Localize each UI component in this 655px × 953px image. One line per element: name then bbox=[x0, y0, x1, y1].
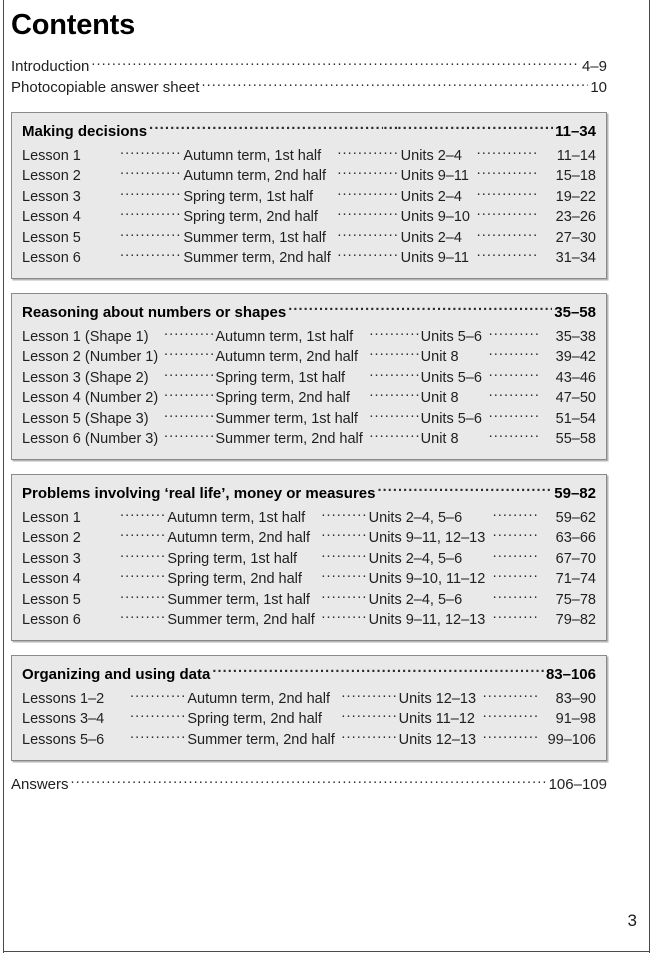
dot-leader bbox=[120, 610, 165, 625]
dot-leader bbox=[321, 507, 366, 522]
dot-leader bbox=[483, 688, 538, 703]
lesson-units: Units 2–4 bbox=[400, 229, 462, 246]
toc-entry-label: Answers bbox=[11, 775, 69, 793]
dot-leader bbox=[341, 688, 396, 703]
lesson-units: Units 12–13 bbox=[398, 690, 477, 707]
dot-leader bbox=[288, 302, 552, 317]
dot-leader bbox=[164, 367, 213, 382]
dot-leader bbox=[120, 207, 181, 222]
lesson-row[interactable] bbox=[22, 248, 596, 269]
lesson-row[interactable] bbox=[22, 207, 596, 228]
lesson-row[interactable] bbox=[22, 166, 596, 187]
top-level-entries bbox=[11, 56, 607, 98]
dot-leader bbox=[369, 347, 418, 362]
lesson-term: Spring term, 2nd half bbox=[215, 390, 350, 406]
dot-leader bbox=[477, 227, 538, 242]
lesson-term: Summer term, 2nd half bbox=[215, 431, 363, 447]
lesson-term: Autumn term, 2nd half bbox=[215, 349, 358, 365]
dot-leader bbox=[493, 528, 538, 543]
lesson-pages: 75–78 bbox=[555, 591, 596, 608]
dot-leader bbox=[477, 166, 538, 181]
lesson-row[interactable] bbox=[22, 367, 596, 388]
section-list bbox=[11, 112, 607, 761]
lesson-term: Spring term, 2nd half bbox=[167, 571, 302, 587]
dot-leader bbox=[369, 367, 418, 382]
lesson-label: Lesson 1 (Shape 1) bbox=[22, 328, 149, 345]
lesson-pages: 51–54 bbox=[555, 410, 596, 427]
dot-leader bbox=[489, 326, 538, 341]
lesson-units: Units 9–10 bbox=[400, 209, 470, 225]
dot-leader bbox=[120, 227, 181, 242]
lesson-pages: 19–22 bbox=[555, 188, 596, 205]
lesson-units: Units 5–6 bbox=[420, 410, 482, 427]
lesson-term: Summer term, 2nd half bbox=[183, 250, 331, 266]
lesson-row[interactable] bbox=[22, 610, 596, 631]
dot-leader bbox=[321, 589, 366, 604]
dot-leader bbox=[321, 528, 366, 543]
lesson-pages: 63–66 bbox=[555, 530, 596, 546]
toc-entry-photocopiable-answer-sheet[interactable] bbox=[11, 77, 607, 98]
section-heading-label: Making decisions bbox=[22, 123, 148, 140]
dot-leader bbox=[477, 207, 538, 222]
section-heading-row[interactable] bbox=[22, 483, 596, 505]
lesson-row[interactable] bbox=[22, 548, 596, 569]
lesson-pages: 39–42 bbox=[555, 349, 596, 365]
dot-leader bbox=[120, 548, 165, 563]
lesson-pages: 67–70 bbox=[555, 550, 596, 567]
dot-leader bbox=[477, 186, 538, 201]
dot-leader bbox=[120, 507, 165, 522]
lesson-label: Lesson 4 bbox=[22, 571, 81, 587]
lesson-units: Unit 8 bbox=[420, 390, 459, 406]
lesson-term: Autumn term, 2nd half bbox=[167, 530, 310, 546]
lesson-term: Summer term, 1st half bbox=[167, 591, 310, 608]
section-box-making-decisions bbox=[11, 112, 607, 279]
dot-leader bbox=[493, 610, 538, 625]
lesson-pages: 59–62 bbox=[555, 509, 596, 526]
lesson-term: Spring term, 1st half bbox=[167, 550, 298, 567]
lesson-pages: 31–34 bbox=[555, 250, 596, 266]
lesson-term: Spring term, 2nd half bbox=[187, 711, 322, 727]
lesson-label: Lesson 6 bbox=[22, 250, 81, 266]
dot-leader bbox=[120, 569, 165, 584]
lesson-row[interactable] bbox=[22, 408, 596, 429]
section-heading-label: Organizing and using data bbox=[22, 666, 211, 683]
dot-leader bbox=[341, 729, 396, 744]
dot-leader bbox=[493, 548, 538, 563]
lesson-units: Units 12–13 bbox=[398, 731, 477, 748]
lesson-row[interactable] bbox=[22, 145, 596, 166]
lesson-row[interactable] bbox=[22, 186, 596, 207]
lesson-row[interactable] bbox=[22, 709, 596, 730]
page-number: 3 bbox=[627, 911, 637, 930]
lesson-label: Lesson 3 bbox=[22, 188, 81, 205]
dot-leader bbox=[337, 248, 398, 263]
dot-leader bbox=[493, 569, 538, 584]
dot-leader bbox=[369, 326, 418, 341]
section-heading-row[interactable] bbox=[22, 302, 596, 324]
lesson-units: Units 5–6 bbox=[420, 369, 482, 386]
toc-entry-pages: 106–109 bbox=[548, 775, 607, 793]
dot-leader bbox=[130, 709, 185, 724]
lesson-term: Spring term, 2nd half bbox=[183, 209, 318, 225]
dot-leader bbox=[489, 408, 538, 423]
dot-leader bbox=[91, 56, 580, 71]
lesson-label: Lesson 2 bbox=[22, 168, 81, 184]
section-heading-row[interactable] bbox=[22, 121, 596, 143]
dot-leader bbox=[369, 429, 418, 444]
lesson-row[interactable] bbox=[22, 326, 596, 347]
lesson-units: Unit 8 bbox=[420, 349, 459, 365]
dot-leader bbox=[489, 367, 538, 382]
lesson-row[interactable] bbox=[22, 507, 596, 528]
section-heading-pages: 59–82 bbox=[554, 485, 596, 502]
lesson-label: Lessons 1–2 bbox=[22, 690, 105, 707]
dot-leader bbox=[120, 528, 165, 543]
lesson-label: Lesson 1 bbox=[22, 509, 81, 526]
lesson-row[interactable] bbox=[22, 528, 596, 549]
lesson-row[interactable] bbox=[22, 388, 596, 409]
lesson-row[interactable] bbox=[22, 347, 596, 368]
lesson-term: Summer term, 1st half bbox=[215, 410, 358, 427]
lesson-label: Lesson 5 bbox=[22, 229, 81, 246]
dot-leader bbox=[489, 347, 538, 362]
dot-leader bbox=[321, 569, 366, 584]
dot-leader bbox=[164, 408, 213, 423]
section-heading-pages: 11–34 bbox=[555, 123, 596, 140]
lesson-pages: 15–18 bbox=[555, 168, 596, 184]
dot-leader bbox=[483, 709, 538, 724]
section-box-organizing-using-data bbox=[11, 655, 607, 761]
dot-leader bbox=[120, 145, 181, 160]
lesson-units: Units 2–4, 5–6 bbox=[368, 591, 463, 608]
dot-leader bbox=[120, 589, 165, 604]
page-title: Contents bbox=[11, 9, 136, 41]
lesson-row[interactable] bbox=[22, 429, 596, 450]
section-box-problems-real-life bbox=[11, 474, 607, 641]
dot-leader bbox=[493, 589, 538, 604]
lesson-pages: 55–58 bbox=[555, 431, 596, 447]
dot-leader bbox=[489, 429, 538, 444]
lesson-pages: 83–90 bbox=[555, 690, 596, 707]
lesson-label: Lesson 3 bbox=[22, 550, 81, 567]
lesson-pages: 47–50 bbox=[555, 390, 596, 406]
dot-leader bbox=[493, 507, 538, 522]
lesson-row[interactable] bbox=[22, 569, 596, 590]
dot-leader bbox=[477, 248, 538, 263]
lesson-pages: 35–38 bbox=[555, 328, 596, 345]
lesson-units: Units 2–4 bbox=[400, 188, 462, 205]
toc-entry-pages: 10 bbox=[590, 79, 607, 96]
lesson-units: Units 2–4 bbox=[400, 147, 462, 164]
dot-leader bbox=[71, 774, 547, 789]
lesson-label: Lesson 6 (Number 3) bbox=[22, 431, 159, 447]
toc-entry-label: Photocopiable answer sheet bbox=[11, 79, 200, 96]
lesson-pages: 79–82 bbox=[555, 612, 596, 628]
section-heading-pages: 83–106 bbox=[545, 666, 596, 683]
page-left-rule bbox=[3, 0, 4, 953]
dot-leader bbox=[369, 408, 418, 423]
lesson-units: Units 9–11 bbox=[400, 168, 469, 184]
lesson-term: Autumn term, 2nd half bbox=[183, 168, 326, 184]
page-right-rule bbox=[649, 0, 650, 953]
toc-entry-introduction[interactable] bbox=[11, 56, 607, 77]
lesson-row[interactable] bbox=[22, 227, 596, 248]
lesson-label: Lesson 1 bbox=[22, 147, 81, 164]
lesson-term: Autumn term, 1st half bbox=[183, 147, 322, 164]
lesson-term: Autumn term, 1st half bbox=[167, 509, 306, 526]
dot-leader bbox=[321, 610, 366, 625]
dot-leader bbox=[337, 186, 398, 201]
lesson-label: Lessons 3–4 bbox=[22, 711, 105, 727]
lesson-units: Units 11–12 bbox=[398, 711, 475, 727]
leader-segment bbox=[397, 121, 553, 136]
leader-gap bbox=[383, 121, 397, 136]
dot-leader bbox=[120, 166, 181, 181]
lesson-units: Units 9–10, 11–12 bbox=[368, 571, 486, 587]
lesson-label: Lesson 2 bbox=[22, 530, 81, 546]
dot-leader bbox=[201, 77, 588, 92]
lesson-units: Units 2–4, 5–6 bbox=[368, 509, 463, 526]
lesson-term: Spring term, 1st half bbox=[215, 369, 346, 386]
dot-leader bbox=[483, 729, 538, 744]
leader-segment bbox=[149, 121, 383, 136]
lesson-pages: 71–74 bbox=[555, 571, 596, 587]
dot-leader bbox=[321, 548, 366, 563]
dot-leader bbox=[337, 227, 398, 242]
dot-leader bbox=[337, 207, 398, 222]
toc-entry-pages: 4–9 bbox=[581, 58, 607, 75]
lesson-label: Lesson 4 bbox=[22, 209, 81, 225]
lesson-term: Summer term, 2nd half bbox=[167, 612, 315, 628]
lesson-pages: 11–14 bbox=[556, 147, 596, 164]
lesson-units: Units 9–11, 12–13 bbox=[368, 530, 486, 546]
lesson-pages: 23–26 bbox=[555, 209, 596, 225]
dot-leader bbox=[369, 388, 418, 403]
dot-leader bbox=[120, 248, 181, 263]
dot-leader bbox=[377, 483, 552, 498]
lesson-label: Lesson 5 (Shape 3) bbox=[22, 410, 149, 427]
dot-leader bbox=[337, 166, 398, 181]
lesson-label: Lesson 3 (Shape 2) bbox=[22, 369, 149, 386]
lesson-label: Lesson 6 bbox=[22, 612, 81, 628]
contents-body bbox=[11, 0, 607, 795]
lesson-term: Spring term, 1st half bbox=[183, 188, 314, 205]
dot-leader bbox=[120, 186, 181, 201]
dot-leader bbox=[164, 429, 213, 444]
lesson-units: Units 5–6 bbox=[420, 328, 482, 345]
lesson-units: Units 9–11, 12–13 bbox=[368, 612, 486, 628]
lesson-pages: 99–106 bbox=[547, 731, 596, 748]
lesson-units: Unit 8 bbox=[420, 431, 459, 447]
lesson-label: Lesson 2 (Number 1) bbox=[22, 349, 159, 365]
lesson-pages: 43–46 bbox=[555, 369, 596, 386]
lesson-row[interactable] bbox=[22, 589, 596, 610]
lesson-pages: 91–98 bbox=[555, 711, 596, 727]
dot-leader bbox=[130, 688, 185, 703]
dot-leader bbox=[212, 664, 544, 679]
lesson-units: Units 9–11 bbox=[400, 250, 469, 266]
dot-leader bbox=[164, 347, 213, 362]
lesson-row[interactable] bbox=[22, 729, 596, 750]
lesson-term: Autumn term, 1st half bbox=[215, 328, 354, 345]
lesson-label: Lesson 5 bbox=[22, 591, 81, 608]
lesson-term: Summer term, 1st half bbox=[183, 229, 326, 246]
section-heading-pages: 35–58 bbox=[554, 304, 596, 321]
dot-leader bbox=[341, 709, 396, 724]
section-heading-label: Problems involving ‘real life’, money or measures bbox=[22, 485, 376, 502]
lesson-term: Autumn term, 2nd half bbox=[187, 690, 330, 707]
lesson-label: Lessons 5–6 bbox=[22, 731, 105, 748]
lesson-units: Units 2–4, 5–6 bbox=[368, 550, 463, 567]
page-bottom-rule bbox=[3, 951, 650, 952]
dot-leader bbox=[489, 388, 538, 403]
dot-leader bbox=[337, 145, 398, 160]
toc-entry-label: Introduction bbox=[11, 58, 90, 75]
dot-leader bbox=[149, 121, 553, 136]
dot-leader bbox=[130, 729, 185, 744]
section-heading-row[interactable] bbox=[22, 664, 596, 686]
dot-leader bbox=[164, 326, 213, 341]
lesson-row[interactable] bbox=[22, 688, 596, 709]
dot-leader bbox=[477, 145, 538, 160]
lesson-term: Summer term, 2nd half bbox=[187, 731, 335, 748]
section-heading-label: Reasoning about numbers or shapes bbox=[22, 304, 287, 321]
lesson-pages: 27–30 bbox=[555, 229, 596, 246]
section-box-reasoning-numbers-shapes bbox=[11, 293, 607, 460]
dot-leader bbox=[164, 388, 213, 403]
toc-entry-answers[interactable] bbox=[11, 774, 607, 795]
lesson-label: Lesson 4 (Number 2) bbox=[22, 390, 159, 406]
